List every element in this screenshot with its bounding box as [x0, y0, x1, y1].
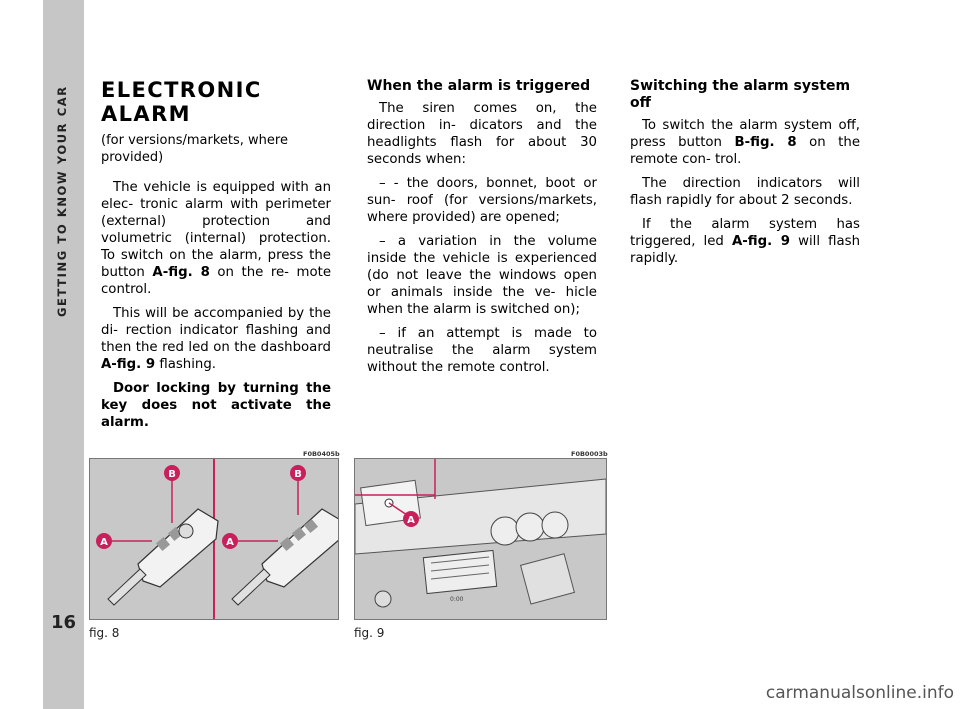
- paragraph-volume: – a variation in the volume inside the vehicle is experienced (do not leave the windows open or animals inside the ve- hicle when the alarm is switched on);: [367, 234, 597, 317]
- fig9-caption: fig. 9: [354, 626, 385, 640]
- subheading-switch-off: Switching the alarm system off: [630, 78, 851, 111]
- text: This will be accompanied by the di- rection indicator flashing and then the red led on the dashboard: [101, 306, 331, 355]
- versions-note: (for versions/markets, where provided): [101, 133, 288, 165]
- key-left: [108, 509, 218, 605]
- page-number: 16: [50, 612, 77, 633]
- figure-ref: A-fig. 8: [152, 265, 210, 280]
- dashboard-illustration: [355, 459, 606, 619]
- marker-a-left-label: A: [100, 537, 108, 548]
- main-heading: [101, 78, 331, 126]
- figure-ref: B-fig. 8: [734, 135, 797, 150]
- fig8-caption: fig. 8: [89, 626, 120, 640]
- paragraph-intro: [101, 179, 331, 298]
- paragraph-indicator: [101, 305, 331, 373]
- column-alarm-triggered: [367, 78, 597, 383]
- dashboard-display: 0:00: [450, 596, 464, 603]
- paragraph-led: [630, 216, 860, 267]
- text: on the re- mote control.: [101, 265, 331, 297]
- text: The vehicle is equipped with an elec- tronic alarm with perimeter (external) protection and volumetric (internal) protection. To switch on the alarm, press the button: [101, 180, 331, 280]
- paragraph-warning: [101, 380, 331, 431]
- paragraph-doors: – - the doors, bonnet, boot or sun- roof (for versions/markets, where provided) are opened;: [367, 176, 597, 225]
- heading-line-2: ALARM: [101, 102, 191, 126]
- fig8-remote-keys: [89, 458, 339, 620]
- figure-ref: A-fig. 9: [731, 234, 790, 249]
- section-title-vertical: [49, 72, 77, 572]
- text: To switch the alarm system off, press button: [630, 118, 860, 150]
- text: will flash rapidly.: [630, 234, 860, 266]
- marker-a-right-label: A: [226, 537, 234, 548]
- fig9-code: F0B0003b: [571, 450, 608, 458]
- text: If the alarm system has triggered, led: [630, 217, 860, 249]
- paragraph-siren: The siren comes on, the direction in- dicators and the headlights flash for about 30 seconds when:: [367, 101, 597, 167]
- fig8-code: F0B0405b: [303, 450, 340, 458]
- watermark: carmanualsonline.info: [765, 683, 954, 703]
- figure-ref: A-fig. 9: [101, 357, 156, 372]
- paragraph-flash: The direction indicators will flash rapidly for about 2 seconds.: [630, 176, 860, 208]
- paragraph-neutralise: – if an attempt is made to neutralise the alarm system without the remote control.: [367, 326, 597, 375]
- key-right: [232, 509, 338, 605]
- fig9-dashboard: [354, 458, 607, 620]
- marker-a-label: A: [407, 515, 415, 526]
- marker-b-right-label: B: [294, 469, 302, 480]
- heading-line-1: ELECTRONIC: [101, 78, 262, 102]
- warning-text: Door locking by turning the key does not activate the alarm.: [101, 381, 331, 430]
- column-electronic-alarm: [101, 78, 331, 438]
- text: on the remote con- trol.: [630, 135, 860, 167]
- section-title-text: GETTING TO KNOW YOUR CAR: [55, 85, 69, 317]
- paragraph-press-b: [630, 117, 860, 168]
- column-switch-off: [630, 78, 860, 274]
- marker-b-left-label: B: [168, 469, 176, 480]
- remote-key-illustration: [90, 459, 338, 619]
- text: flashing.: [155, 357, 217, 372]
- subheading-triggered: When the alarm is triggered: [367, 78, 591, 94]
